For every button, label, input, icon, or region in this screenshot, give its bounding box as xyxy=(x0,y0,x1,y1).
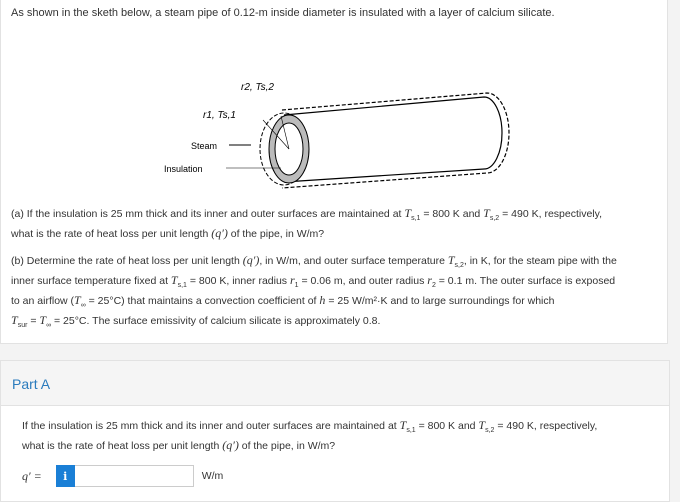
part-a-question: If the insulation is 25 mm thick and its inner and outer surfaces are maintained at $T_{s,1} = 800$ K and $T_{s,2} = 490$ K, respectively, what is the rate of heat loss per unit length (q′) of the pipe, in W/m? xyxy=(22,418,598,453)
problem-intro: As shown in the sketh below, a steam pipe of 0.12-m inside diameter is insulated with a layer of calcium silicate. xyxy=(11,7,555,19)
label-insulation: Insulation xyxy=(164,164,203,174)
question-a-text: (a) If the insulation is 25 mm thick and its inner and outer surfaces are maintained at $T_{s,1} = 800$ K and $T_{s,2} = 490$ K, respectively, what is the rate of heat loss per unit length (q′) of the pipe, in W/m? xyxy=(11,206,603,241)
part-a-title: Part A xyxy=(12,376,51,392)
info-icon[interactable]: i xyxy=(56,465,75,487)
label-steam: Steam xyxy=(191,141,218,151)
answer-row xyxy=(22,465,223,487)
steam-pipe-figure xyxy=(151,70,521,200)
unit-label: W/m xyxy=(201,470,224,482)
answer-input[interactable] xyxy=(75,465,194,487)
answer-label: q′ = xyxy=(22,468,42,483)
question-b-text: (b) Determine the rate of heat loss per unit length (q′), in W/m, and outer surface temperature $T_{s,2}$, in K, for the steam pipe with the inner surface temperature fixed at $T_{s,1} = 800$ K, inner radius $r_1 = 0.06$ m, and outer radius $r_2 = 0.1$ m. The outer surface is exposed to an airflow $(T_\infty = 25^\circ C)$ that maintains a convection coefficient of h = 25 W/m²·K and to large surroundings for which $T_{sur} = T_\infty = 25^\circ C$. The surface emissivity of calcium silicate is approximately 0.8. xyxy=(11,253,617,330)
label-r1: r1, Ts,1 xyxy=(203,110,236,121)
label-r2: r2, Ts,2 xyxy=(241,82,274,93)
part-a-header xyxy=(1,361,669,406)
part-a-card xyxy=(0,360,670,502)
